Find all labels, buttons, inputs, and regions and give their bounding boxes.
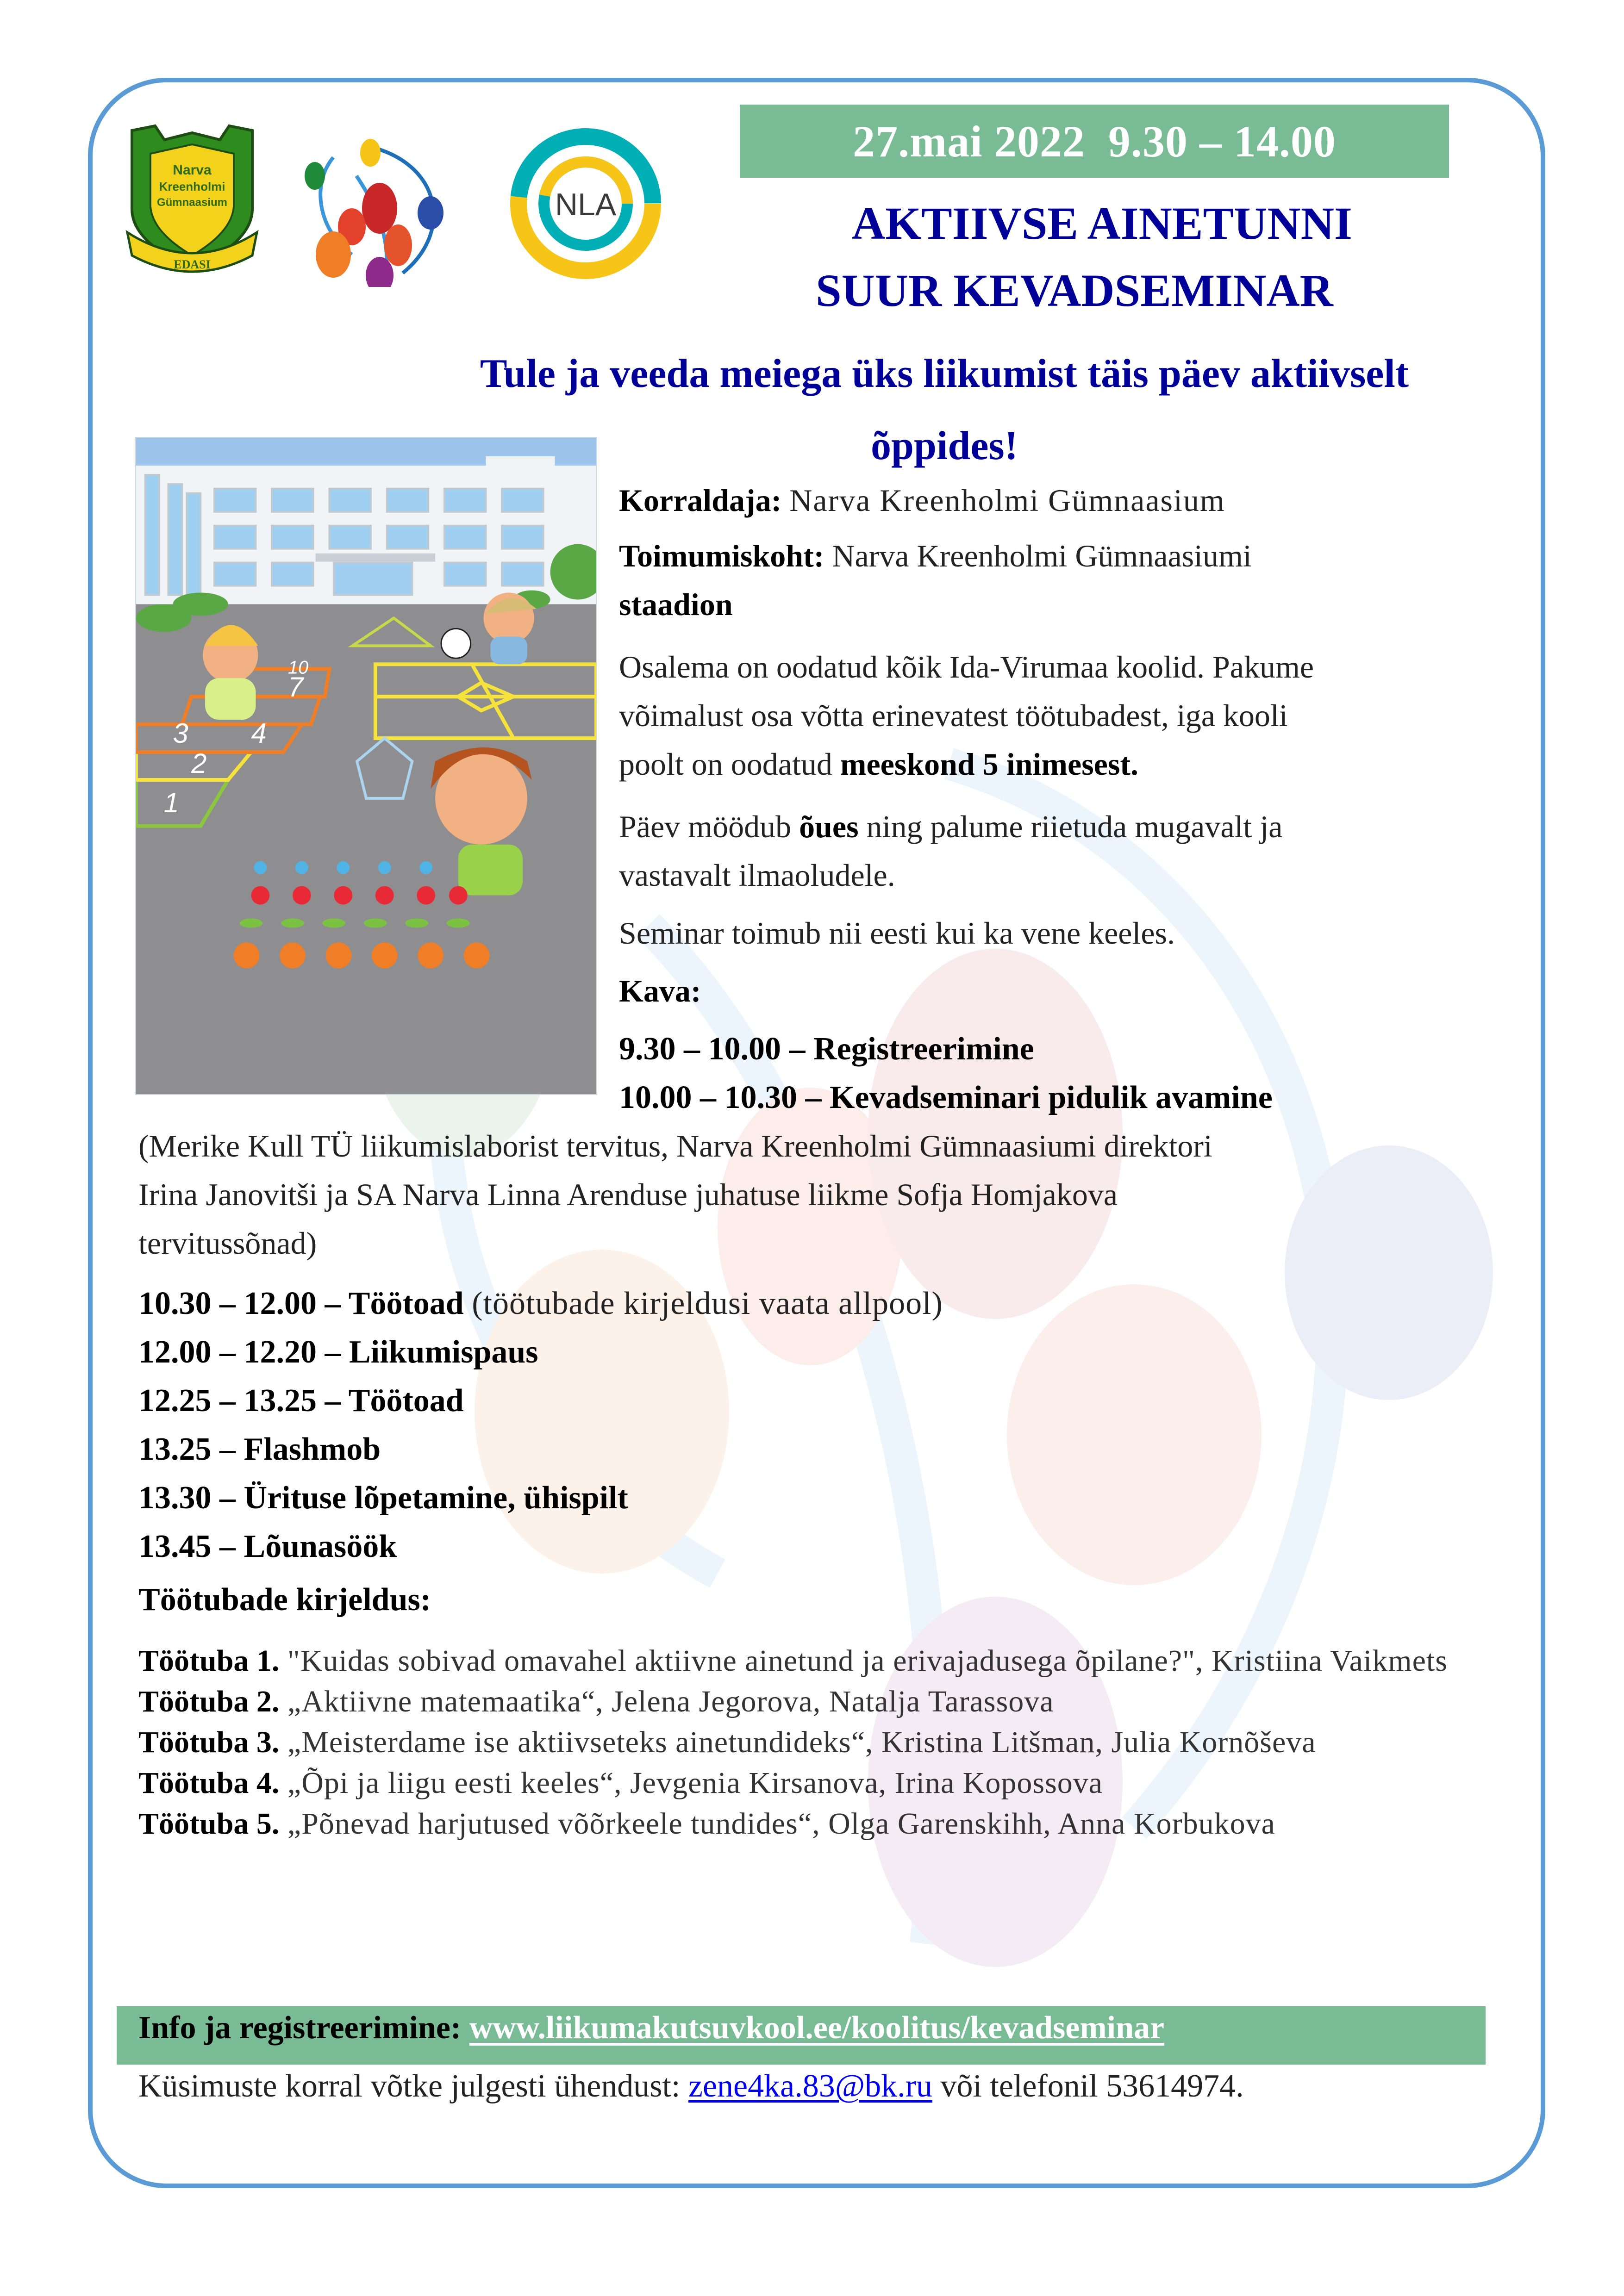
organizer-label: Korraldaja:: [619, 483, 782, 518]
registration-line: [138, 2010, 1164, 2047]
language-note: Seminar toimub nii eesti kui ka vene keeles.: [619, 915, 1175, 951]
schedule-time: 13.45 –: [138, 1529, 236, 1564]
participants-line-3: [619, 740, 1138, 788]
title-line-1: AKTIIVSE AINETUNNI: [852, 198, 1352, 249]
participants-line-1: Osalema on oodatud kõik Ida-Virumaa koolid. Pakume: [619, 649, 1314, 684]
workshops-heading: Töötubade kirjeldus:: [138, 1582, 431, 1618]
workshop-text: „Õpi ja liigu eesti keeles“, Jevgenia Kirsanova, Irina Kopossova: [279, 1766, 1103, 1800]
schedule-time: 13.30 –: [138, 1480, 236, 1516]
venue-label: Toimumiskoht:: [619, 538, 824, 573]
workshop-item: [138, 1804, 1458, 1844]
workshop-label: Töötuba 2.: [138, 1685, 280, 1718]
workshop-text: "Kuidas sobivad omavahel aktiivne ainetund ja erivajadusega õpilane?", Kristiina Vaikmets: [279, 1644, 1448, 1678]
participants-text: poolt on oodatud: [619, 747, 840, 782]
title-line-2: SUUR KEVADSEMINAR: [816, 265, 1333, 316]
venue-value-bold: staadion: [619, 587, 733, 622]
opening-note-line-3: tervitussõnad): [138, 1226, 317, 1261]
school-crest-logo: [113, 121, 271, 279]
schedule-item: [619, 1074, 1273, 1122]
outdoor-text-a: Päev möödub: [619, 809, 800, 844]
schedule-time: 9.30 – 10.00 –: [619, 1031, 806, 1067]
contact-email-link[interactable]: zene4ka.83@bk.ru: [688, 2068, 932, 2104]
workshop-text: „Põnevad harjutused võõrkeele tundides“, Olga Garenskihh, Anna Korbukova: [279, 1807, 1275, 1841]
schedule-item: [138, 1280, 943, 1328]
workshop-label: Töötuba 5.: [138, 1807, 280, 1841]
schedule-note: (töötubade kirjeldusi vaata allpool): [472, 1286, 943, 1321]
workshop-label: Töötuba 1.: [138, 1644, 280, 1678]
registration-link[interactable]: www.liikumakutsuvkool.ee/koolitus/kevadseminar: [469, 2010, 1165, 2046]
workshop-item: [138, 1641, 1458, 1681]
svg-text:3: 3: [173, 717, 188, 749]
subtitle-line-1: Tule ja veeda meiega üks liikumist täis päev aktiivselt: [480, 351, 1409, 396]
schedule-time: 12.25 – 13.25 –: [138, 1383, 341, 1419]
svg-text:7: 7: [288, 672, 304, 703]
schedule-label: Ürituse lõpetamine, ühispilt: [244, 1480, 628, 1516]
workshop-item: [138, 1763, 1458, 1804]
registration-label: Info ja registreerimine:: [138, 2010, 462, 2046]
schedule-item: [138, 1328, 538, 1376]
schedule-time: 12.00 – 12.20 –: [138, 1334, 341, 1370]
schoolyard-illustration: [135, 437, 597, 1095]
workshop-label: Töötuba 3.: [138, 1725, 280, 1759]
svg-text:NLA: NLA: [555, 187, 617, 222]
svg-text:Kreenholmi: Kreenholmi: [159, 180, 225, 193]
outdoor-line-1: [619, 803, 1282, 850]
venue-line-2: [619, 581, 733, 628]
subtitle-line-2: õppides!: [871, 423, 1018, 468]
schedule-time: 10.00 – 10.30 –: [619, 1080, 822, 1115]
opening-note-line-1: (Merike Kull TÜ liikumislaborist tervitus, Narva Kreenholmi Gümnaasiumi direktori: [138, 1128, 1212, 1164]
schedule-label: Töötoad: [348, 1286, 464, 1321]
contact-prefix: Küsimuste korral võtke julgesti ühendust:: [138, 2068, 688, 2104]
svg-text:Gümnaasium: Gümnaasium: [156, 196, 228, 209]
workshop-item: [138, 1681, 1458, 1722]
nla-logo: [509, 125, 662, 282]
schedule-item: [138, 1523, 397, 1571]
contact-line: [138, 2068, 1244, 2105]
schedule-time: 10.30 – 12.00 –: [138, 1286, 341, 1321]
workshop-item: [138, 1722, 1458, 1763]
opening-note-line-2: Irina Janovitši ja SA Narva Linna Arenduse juhatuse liikme Sofja Homjakova: [138, 1177, 1118, 1212]
workshop-list: [138, 1641, 1458, 1844]
svg-text:4: 4: [251, 717, 267, 749]
schedule-item: [138, 1474, 628, 1522]
molecule-logo: [301, 139, 454, 287]
schedule-label: Liikumispaus: [349, 1334, 538, 1370]
schedule-label: Flashmob: [244, 1431, 381, 1467]
svg-text:2: 2: [191, 747, 207, 779]
schedule-item: [619, 1025, 1034, 1073]
organizer-value: Narva Kreenholmi Gümnaasium: [789, 483, 1225, 518]
schedule-label: Kevadseminari pidulik avamine: [830, 1080, 1273, 1115]
outdoor-bold: õues: [799, 809, 859, 844]
schedule-label: Töötoad: [348, 1383, 464, 1419]
date-time-banner: [740, 105, 1449, 178]
schedule-item: [138, 1425, 381, 1474]
svg-text:1: 1: [163, 787, 179, 818]
schedule-item: [138, 1377, 464, 1425]
team-size: meeskond 5 inimesest.: [840, 747, 1138, 782]
venue-line: [619, 532, 1252, 579]
event-date-time: 27.mai 2022 9.30 – 14.00: [853, 116, 1336, 166]
schedule-heading: Kava:: [619, 973, 701, 1008]
outdoor-line-2: vastavalt ilmaoludele.: [619, 858, 895, 893]
organizer-line: [619, 477, 1225, 524]
svg-text:Narva: Narva: [173, 162, 212, 178]
schedule-label: Lõunasöök: [244, 1529, 397, 1564]
venue-value: Narva Kreenholmi Gümnaasiumi: [832, 538, 1252, 573]
workshop-text: „Aktiivne matemaatika“, Jelena Jegorova, Natalja Tarassova: [279, 1685, 1054, 1718]
workshop-text: „Meisterdame ise aktiivseteks ainetundideks“, Kristina Litšman, Julia Kornõševa: [279, 1725, 1316, 1759]
schedule-time: 13.25 –: [138, 1431, 236, 1467]
svg-text:10: 10: [288, 657, 309, 678]
svg-text:EDASI: EDASI: [174, 258, 211, 271]
contact-phone: või telefonil 53614974.: [932, 2068, 1244, 2104]
schedule-label: Registreerimine: [813, 1031, 1034, 1067]
workshop-label: Töötuba 4.: [138, 1766, 280, 1800]
participants-line-2: võimalust osa võtta erinevatest töötubadest, iga kooli: [619, 698, 1288, 733]
outdoor-text-b: ning palume riietuda mugavalt ja: [858, 809, 1283, 844]
